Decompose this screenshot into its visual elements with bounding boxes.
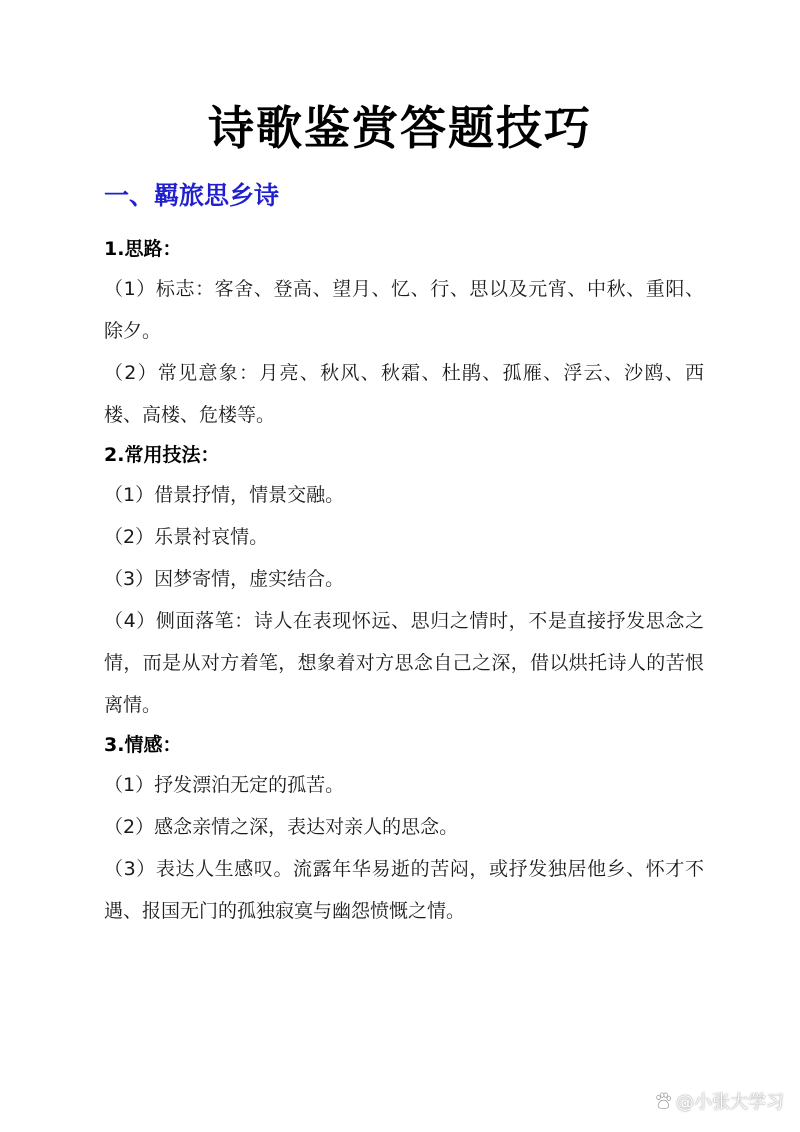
part-emotions bbox=[104, 726, 704, 932]
list-item: （1）标志：客舍、登高、望月、忆、行、思以及元宵、中秋、重阳、除夕。 bbox=[104, 278, 704, 342]
list-item: （4）侧面落笔：诗人在表现怀远、思归之情时，不是直接抒发思念之情，而是从对方着笔，想象着对方思念自己之深，借以烘托诗人的苦恨离情。 bbox=[104, 610, 704, 716]
document-body bbox=[104, 230, 704, 932]
part-approach bbox=[104, 230, 704, 436]
list-item: （1）借景抒情，情景交融。 bbox=[104, 484, 345, 506]
page-title: 诗歌鉴赏答题技巧 bbox=[208, 101, 592, 155]
list-item: （1）抒发漂泊无定的孤苦。 bbox=[104, 774, 345, 796]
list-item: （2）乐景衬哀情。 bbox=[104, 526, 269, 548]
part-heading: 3.情感： bbox=[104, 734, 182, 756]
part-techniques bbox=[104, 436, 704, 726]
list-item: （3）因梦寄情，虚实结合。 bbox=[104, 568, 345, 590]
list-item: （2）感念亲情之深，表达对亲人的思念。 bbox=[104, 816, 459, 838]
section-heading: 一、羁旅思乡诗 bbox=[104, 181, 280, 210]
watermark bbox=[654, 1088, 784, 1114]
list-item: （3）表达人生感叹。流露年华易逝的苦闷，或抒发独居他乡、怀才不遇、报国无门的孤独寂寞与幽怨愤慨之情。 bbox=[104, 858, 704, 922]
list-item: （2）常见意象：月亮、秋风、秋霜、杜鹃、孤雁、浮云、沙鸥、西楼、高楼、危楼等。 bbox=[104, 362, 704, 426]
part-heading: 2.常用技法： bbox=[104, 444, 220, 466]
watermark-text: @小张大学习 bbox=[676, 1092, 784, 1113]
part-heading: 1.思路： bbox=[104, 238, 182, 260]
baidu-paw-icon bbox=[654, 1092, 672, 1110]
